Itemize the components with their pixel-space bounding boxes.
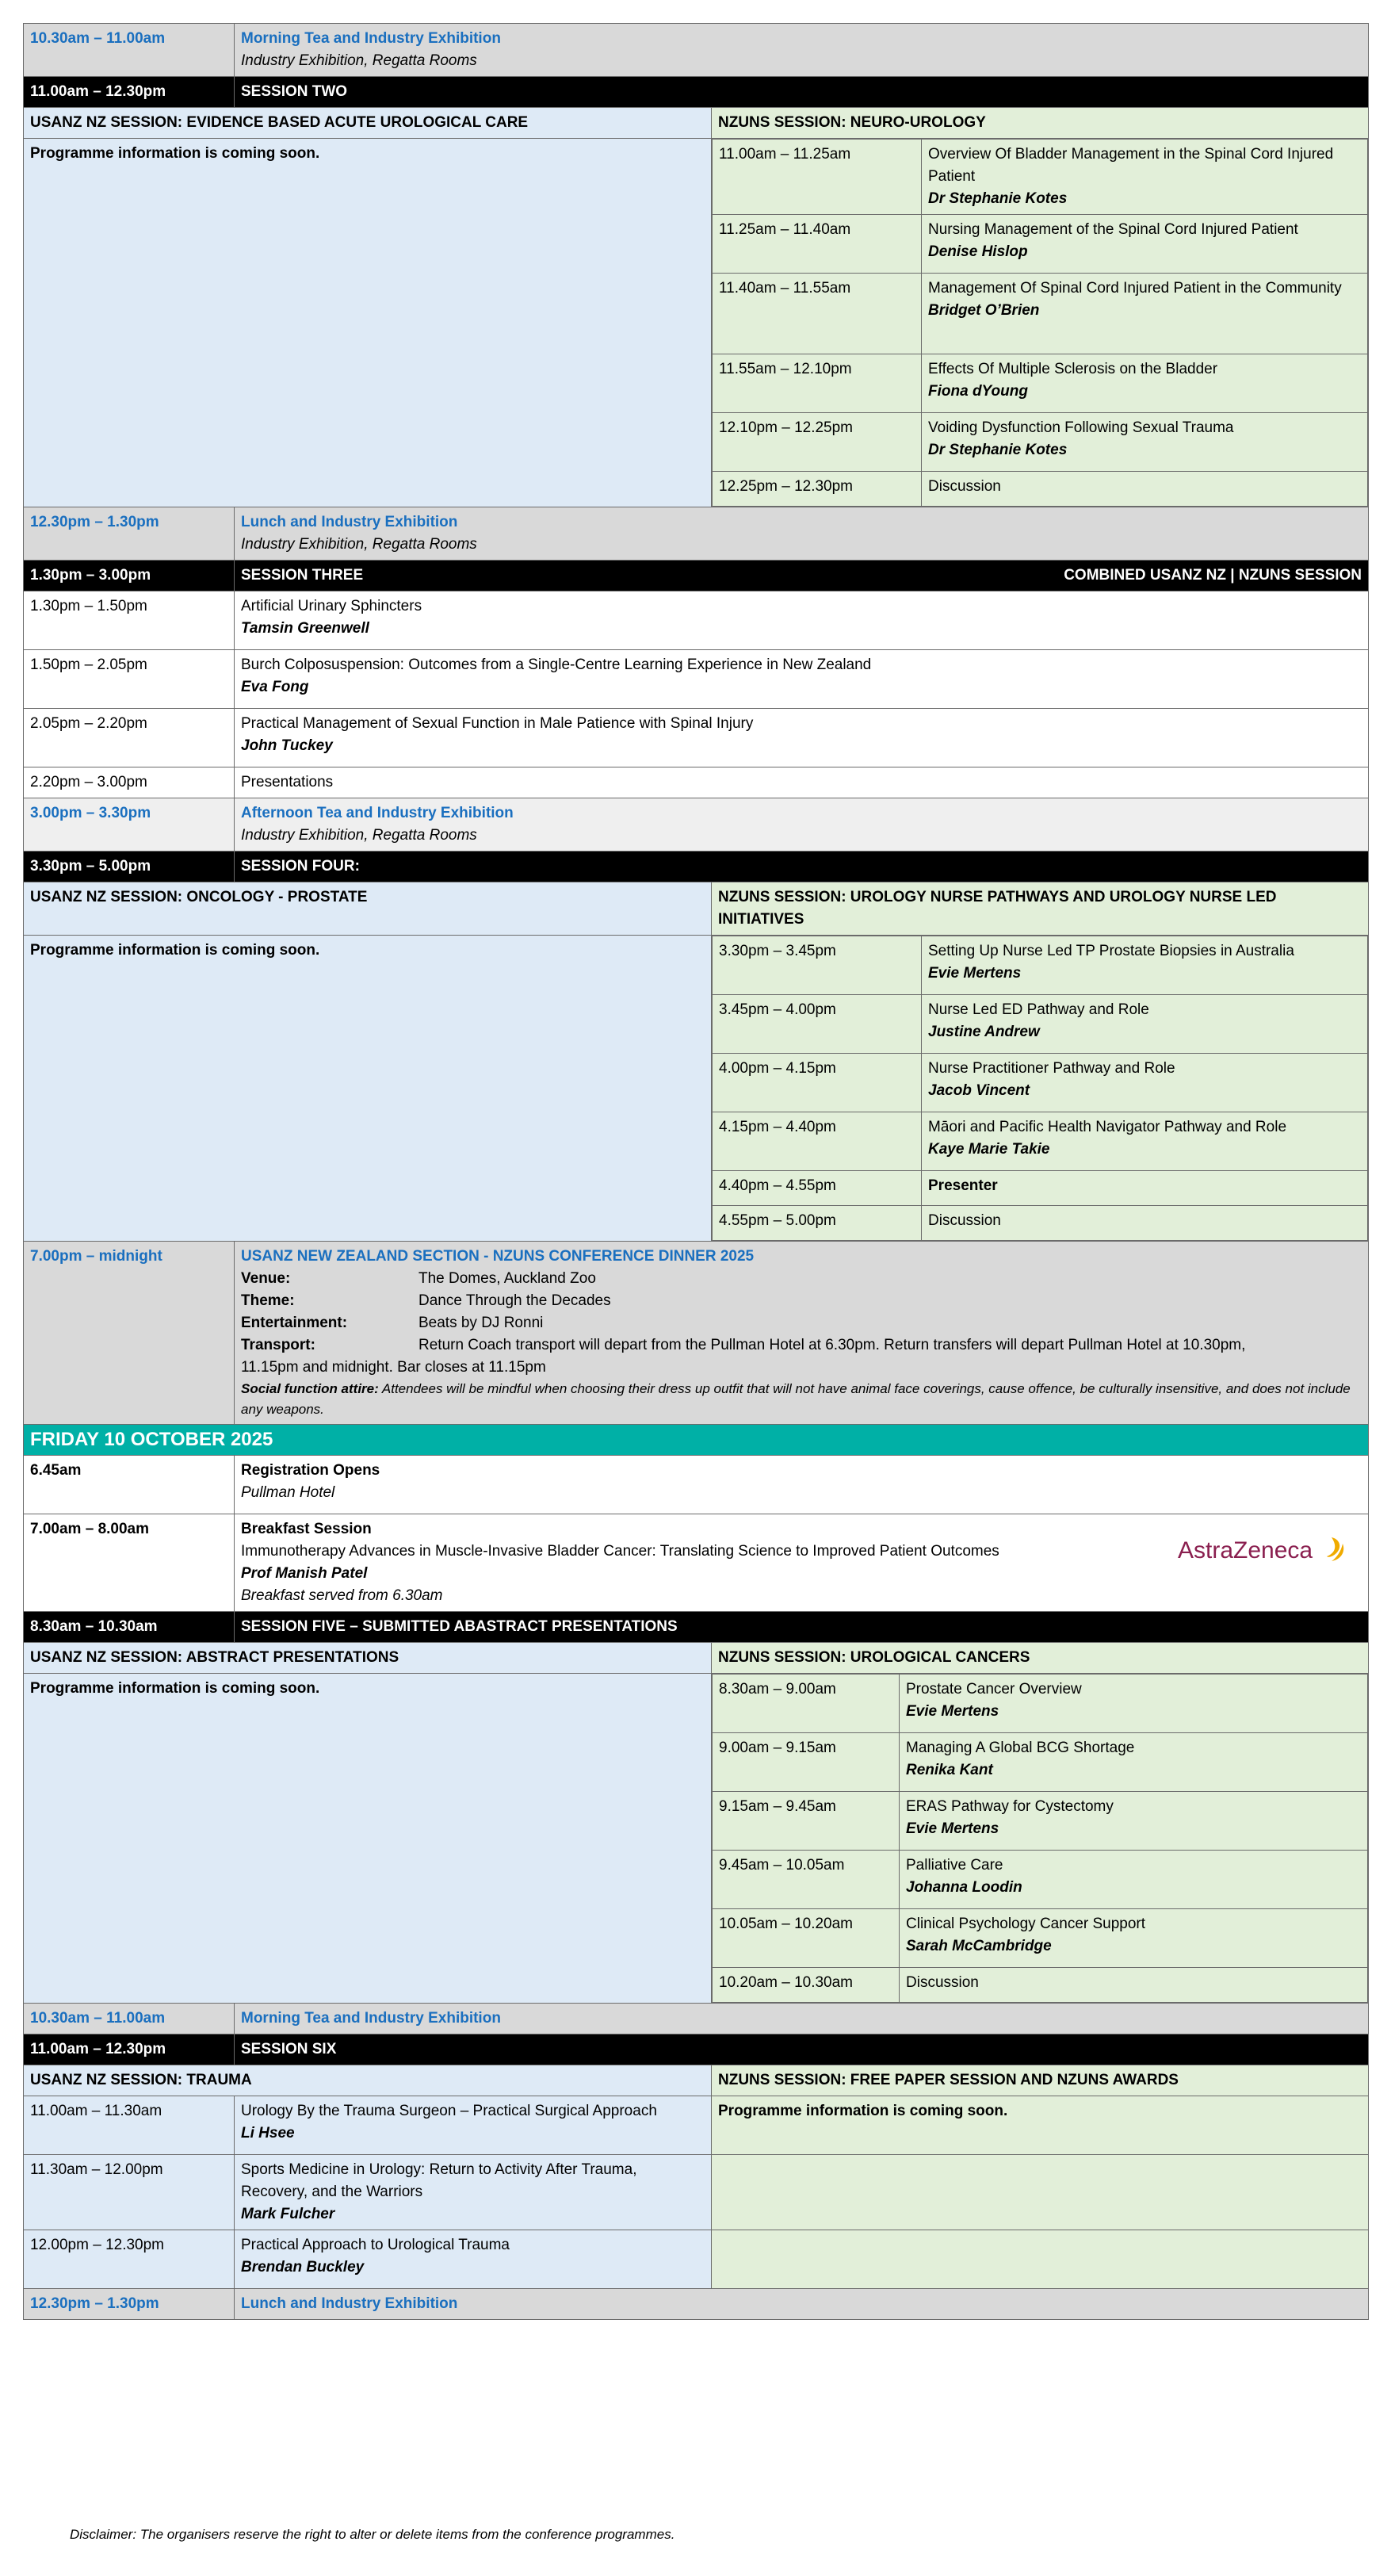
astrazeneca-logo bbox=[1178, 1525, 1352, 1579]
time: 7.00am – 8.00am bbox=[24, 1514, 235, 1612]
item-title: Discussion bbox=[922, 1206, 1368, 1241]
astrazeneca-mark-icon bbox=[1327, 1537, 1343, 1561]
item-speaker: John Tuckey bbox=[241, 737, 333, 754]
session-four-items bbox=[712, 936, 1368, 1241]
coming-soon: Programme information is coming soon. bbox=[712, 2096, 1369, 2155]
session-five-body bbox=[24, 1674, 1369, 2004]
empty-cell bbox=[712, 2155, 1369, 2230]
coming-soon: Programme information is coming soon. bbox=[24, 936, 712, 1242]
title: SESSION SIX bbox=[235, 2034, 1369, 2065]
session-three-item bbox=[24, 709, 1369, 767]
breakfast-row bbox=[24, 1514, 1369, 1612]
item-time: 1.30pm – 1.50pm bbox=[24, 591, 235, 650]
item-speaker: Justine Andrew bbox=[928, 1024, 1040, 1040]
item-title: Management Of Spinal Cord Injured Patient in the Community bbox=[928, 280, 1342, 297]
item-speaker: Jacob Vincent bbox=[928, 1082, 1030, 1099]
left-heading: USANZ NZ SESSION: ABSTRACT PRESENTATIONS bbox=[24, 1643, 712, 1674]
item-speaker: Evie Mertens bbox=[906, 1820, 999, 1837]
time: 11.00am – 12.30pm bbox=[24, 2034, 235, 2065]
session-six-item bbox=[24, 2096, 1369, 2155]
item-time: 4.55pm – 5.00pm bbox=[713, 1206, 922, 1241]
time: 7.00pm – midnight bbox=[24, 1242, 235, 1425]
title: Morning Tea and Industry Exhibition bbox=[241, 30, 501, 47]
time: 8.30am – 10.30am bbox=[24, 1612, 235, 1643]
left-heading: USANZ NZ SESSION: EVIDENCE BASED ACUTE UROLOGICAL CARE bbox=[24, 108, 712, 139]
item-time: 1.50pm – 2.05pm bbox=[24, 650, 235, 709]
item-speaker: Dr Stephanie Kotes bbox=[928, 442, 1068, 458]
morning-tea-row bbox=[24, 2004, 1369, 2034]
time: 1.30pm – 3.00pm bbox=[24, 561, 235, 591]
time: 10.30am – 11.00am bbox=[24, 2004, 235, 2034]
conference-dinner-row bbox=[24, 1242, 1369, 1425]
friday-header bbox=[24, 1425, 1369, 1456]
item-speaker: Renika Kant bbox=[906, 1762, 993, 1778]
item-title: Prostate Cancer Overview bbox=[906, 1681, 1082, 1698]
item-time: 11.30am – 12.00pm bbox=[24, 2155, 235, 2230]
empty-cell bbox=[712, 2230, 1369, 2289]
item-title: Overview Of Bladder Management in the Spinal Cord Injured Patient bbox=[928, 146, 1334, 185]
item-title: Nursing Management of the Spinal Cord Injured Patient bbox=[928, 221, 1298, 238]
lunch-row bbox=[24, 2289, 1369, 2320]
right-heading: NZUNS SESSION: NEURO-UROLOGY bbox=[712, 108, 1369, 139]
subtitle: Industry Exhibition, Regatta Rooms bbox=[241, 536, 477, 553]
item-title: Artificial Urinary Sphincters bbox=[241, 598, 422, 614]
left-heading: USANZ NZ SESSION: ONCOLOGY - PROSTATE bbox=[24, 882, 712, 936]
session-six-columns bbox=[24, 2065, 1369, 2096]
title: SESSION THREE bbox=[241, 567, 364, 584]
title: Lunch and Industry Exhibition bbox=[235, 2289, 1369, 2320]
item-time: 2.05pm – 2.20pm bbox=[24, 709, 235, 767]
item-title: Practical Management of Sexual Function in Male Patience with Spinal Injury bbox=[241, 715, 754, 732]
item-time: 11.25am – 11.40am bbox=[713, 215, 922, 274]
item-speaker: Evie Mertens bbox=[928, 965, 1022, 982]
coming-soon: Programme information is coming soon. bbox=[24, 1674, 712, 2004]
item-time: 9.00am – 9.15am bbox=[713, 1733, 900, 1792]
session-five-columns bbox=[24, 1643, 1369, 1674]
item-title: Presentations bbox=[235, 767, 1369, 798]
disclaimer: Disclaimer: The organisers reserve the right to alter or delete items from the conference programmes. bbox=[70, 2527, 675, 2542]
item-speaker: Tamsin Greenwell bbox=[241, 620, 369, 637]
item-title: Sports Medicine in Urology: Return to Activity After Trauma, Recovery, and the Warriors bbox=[241, 2161, 637, 2200]
right-heading: NZUNS SESSION: FREE PAPER SESSION AND NZUNS AWARDS bbox=[712, 2065, 1369, 2096]
afternoon-tea-row bbox=[24, 798, 1369, 852]
session-four-columns bbox=[24, 882, 1369, 936]
item-time: 12.00pm – 12.30pm bbox=[24, 2230, 235, 2289]
combined-label: COMBINED USANZ NZ | NZUNS SESSION bbox=[1064, 567, 1362, 584]
subtitle: Breakfast served from 6.30am bbox=[241, 1587, 443, 1604]
time: 3.00pm – 3.30pm bbox=[24, 798, 235, 852]
transport-label: Transport: bbox=[241, 1337, 315, 1353]
item-title: Clinical Psychology Cancer Support bbox=[906, 1916, 1146, 1932]
description: Immunotherapy Advances in Muscle-Invasive Bladder Cancer: Translating Science to Improved Patient Outcomes bbox=[241, 1543, 999, 1560]
transport-value-cont: 11.15pm and midnight. Bar closes at 11.15pm bbox=[241, 1359, 546, 1376]
item-title: Nurse Practitioner Pathway and Role bbox=[928, 1060, 1175, 1077]
session-three-header bbox=[24, 561, 1369, 591]
item-title: Discussion bbox=[922, 472, 1368, 507]
theme-label: Theme: bbox=[241, 1292, 295, 1309]
session-five-header bbox=[24, 1612, 1369, 1643]
item-speaker: Evie Mertens bbox=[906, 1703, 999, 1720]
session-two-body bbox=[24, 139, 1369, 507]
session-two-columns bbox=[24, 108, 1369, 139]
item-time: 11.00am – 11.30am bbox=[24, 2096, 235, 2155]
title: SESSION TWO bbox=[235, 77, 1369, 108]
item-time: 4.40pm – 4.55pm bbox=[713, 1171, 922, 1206]
attire-value: Attendees will be mindful when choosing their dress up outfit that will not have animal face coverings, cause offence, be culturally insensitive, and does not include any weapons. bbox=[241, 1381, 1351, 1417]
entertainment-value: Beats by DJ Ronni bbox=[418, 1315, 544, 1331]
item-title: Palliative Care bbox=[906, 1857, 1003, 1874]
title: Breakfast Session bbox=[241, 1521, 372, 1537]
attire-label: Social function attire: bbox=[241, 1381, 379, 1396]
time: 11.00am – 12.30pm bbox=[24, 77, 235, 108]
item-time: 10.05am – 10.20am bbox=[713, 1909, 900, 1968]
item-speaker: Li Hsee bbox=[241, 2125, 295, 2142]
item-title: Effects Of Multiple Sclerosis on the Bladder bbox=[928, 361, 1218, 377]
title: Afternoon Tea and Industry Exhibition bbox=[241, 805, 514, 821]
subtitle: Industry Exhibition, Regatta Rooms bbox=[241, 52, 477, 69]
session-three-item bbox=[24, 767, 1369, 798]
session-four-body bbox=[24, 936, 1369, 1242]
lunch-row bbox=[24, 507, 1369, 561]
item-speaker: Fiona dYoung bbox=[928, 383, 1028, 400]
morning-tea-row bbox=[24, 24, 1369, 77]
programme-table bbox=[23, 23, 1369, 2320]
session-five-items bbox=[712, 1674, 1368, 2003]
item-time: 9.45am – 10.05am bbox=[713, 1851, 900, 1909]
dinner-title: USANZ NEW ZEALAND SECTION - NZUNS CONFERENCE DINNER 2025 bbox=[241, 1248, 755, 1265]
item-time: 11.00am – 11.25am bbox=[713, 140, 922, 215]
item-title: Setting Up Nurse Led TP Prostate Biopsies in Australia bbox=[928, 943, 1294, 959]
transport-value: Return Coach transport will depart from the Pullman Hotel at 6.30pm. Return transfers will depart Pullman Hotel at 10.30pm, bbox=[418, 1337, 1246, 1353]
session-six-header bbox=[24, 2034, 1369, 2065]
item-speaker: Johanna Loodin bbox=[906, 1879, 1022, 1896]
session-six-item bbox=[24, 2155, 1369, 2230]
title: Morning Tea and Industry Exhibition bbox=[235, 2004, 1369, 2034]
item-title: Presenter bbox=[922, 1171, 1368, 1206]
item-title: Nurse Led ED Pathway and Role bbox=[928, 1001, 1149, 1018]
left-heading: USANZ NZ SESSION: TRAUMA bbox=[24, 2065, 712, 2096]
item-speaker: Denise Hislop bbox=[928, 243, 1028, 260]
item-title: Managing A Global BCG Shortage bbox=[906, 1740, 1135, 1756]
subtitle: Industry Exhibition, Regatta Rooms bbox=[241, 827, 477, 844]
time: 12.30pm – 1.30pm bbox=[24, 507, 235, 561]
item-time: 12.10pm – 12.25pm bbox=[713, 413, 922, 472]
right-heading: NZUNS SESSION: UROLOGICAL CANCERS bbox=[712, 1643, 1369, 1674]
item-time: 4.15pm – 4.40pm bbox=[713, 1112, 922, 1171]
programme bbox=[23, 23, 1368, 2320]
item-title: Burch Colposuspension: Outcomes from a Single-Centre Learning Experience in New Zealand bbox=[241, 656, 872, 673]
logo-text: AstraZeneca bbox=[1178, 1537, 1313, 1564]
item-speaker: Sarah McCambridge bbox=[906, 1938, 1052, 1954]
time: 3.30pm – 5.00pm bbox=[24, 852, 235, 882]
item-title: Discussion bbox=[900, 1968, 1368, 2003]
item-time: 3.45pm – 4.00pm bbox=[713, 995, 922, 1054]
item-time: 10.20am – 10.30am bbox=[713, 1968, 900, 2003]
item-time: 11.55am – 12.10pm bbox=[713, 354, 922, 413]
item-speaker: Mark Fulcher bbox=[241, 2206, 335, 2222]
title: Registration Opens bbox=[241, 1462, 380, 1479]
time: 10.30am – 11.00am bbox=[24, 24, 235, 77]
item-time: 12.25pm – 12.30pm bbox=[713, 472, 922, 507]
time: 12.30pm – 1.30pm bbox=[24, 2289, 235, 2320]
venue-value: The Domes, Auckland Zoo bbox=[418, 1270, 596, 1287]
session-two-header bbox=[24, 77, 1369, 108]
session-three-item bbox=[24, 591, 1369, 650]
item-speaker: Dr Stephanie Kotes bbox=[928, 190, 1068, 207]
item-speaker: Kaye Marie Takie bbox=[928, 1141, 1050, 1158]
title: Lunch and Industry Exhibition bbox=[241, 514, 458, 530]
title: SESSION FOUR: bbox=[235, 852, 1369, 882]
item-title: Practical Approach to Urological Trauma bbox=[241, 2237, 510, 2253]
item-speaker: Bridget O’Brien bbox=[928, 302, 1040, 319]
item-time: 11.40am – 11.55am bbox=[713, 274, 922, 354]
item-title: Māori and Pacific Health Navigator Pathway and Role bbox=[928, 1119, 1287, 1135]
registration-row bbox=[24, 1456, 1369, 1514]
day-title: FRIDAY 10 OCTOBER 2025 bbox=[24, 1425, 1369, 1456]
session-six-item bbox=[24, 2230, 1369, 2289]
theme-value: Dance Through the Decades bbox=[418, 1292, 611, 1309]
coming-soon: Programme information is coming soon. bbox=[24, 139, 712, 507]
right-heading: NZUNS SESSION: UROLOGY NURSE PATHWAYS AND UROLOGY NURSE LED INITIATIVES bbox=[712, 882, 1369, 936]
item-speaker: Eva Fong bbox=[241, 679, 309, 695]
item-speaker: Brendan Buckley bbox=[241, 2259, 365, 2276]
session-two-items bbox=[712, 139, 1368, 507]
title: SESSION FIVE – SUBMITTED ABASTRACT PRESENTATIONS bbox=[235, 1612, 1369, 1643]
session-three-item bbox=[24, 650, 1369, 709]
session-four-header bbox=[24, 852, 1369, 882]
entertainment-label: Entertainment: bbox=[241, 1315, 348, 1331]
item-time: 2.20pm – 3.00pm bbox=[24, 767, 235, 798]
venue-label: Venue: bbox=[241, 1270, 291, 1287]
item-time: 8.30am – 9.00am bbox=[713, 1675, 900, 1733]
item-title: ERAS Pathway for Cystectomy bbox=[906, 1798, 1114, 1815]
item-time: 9.15am – 9.45am bbox=[713, 1792, 900, 1851]
time: 6.45am bbox=[24, 1456, 235, 1514]
item-time: 4.00pm – 4.15pm bbox=[713, 1054, 922, 1112]
speaker: Prof Manish Patel bbox=[241, 1565, 368, 1582]
subtitle: Pullman Hotel bbox=[241, 1484, 335, 1501]
item-time: 3.30pm – 3.45pm bbox=[713, 936, 922, 995]
item-title: Urology By the Trauma Surgeon – Practical Surgical Approach bbox=[241, 2103, 657, 2119]
item-title: Voiding Dysfunction Following Sexual Trauma bbox=[928, 419, 1234, 436]
